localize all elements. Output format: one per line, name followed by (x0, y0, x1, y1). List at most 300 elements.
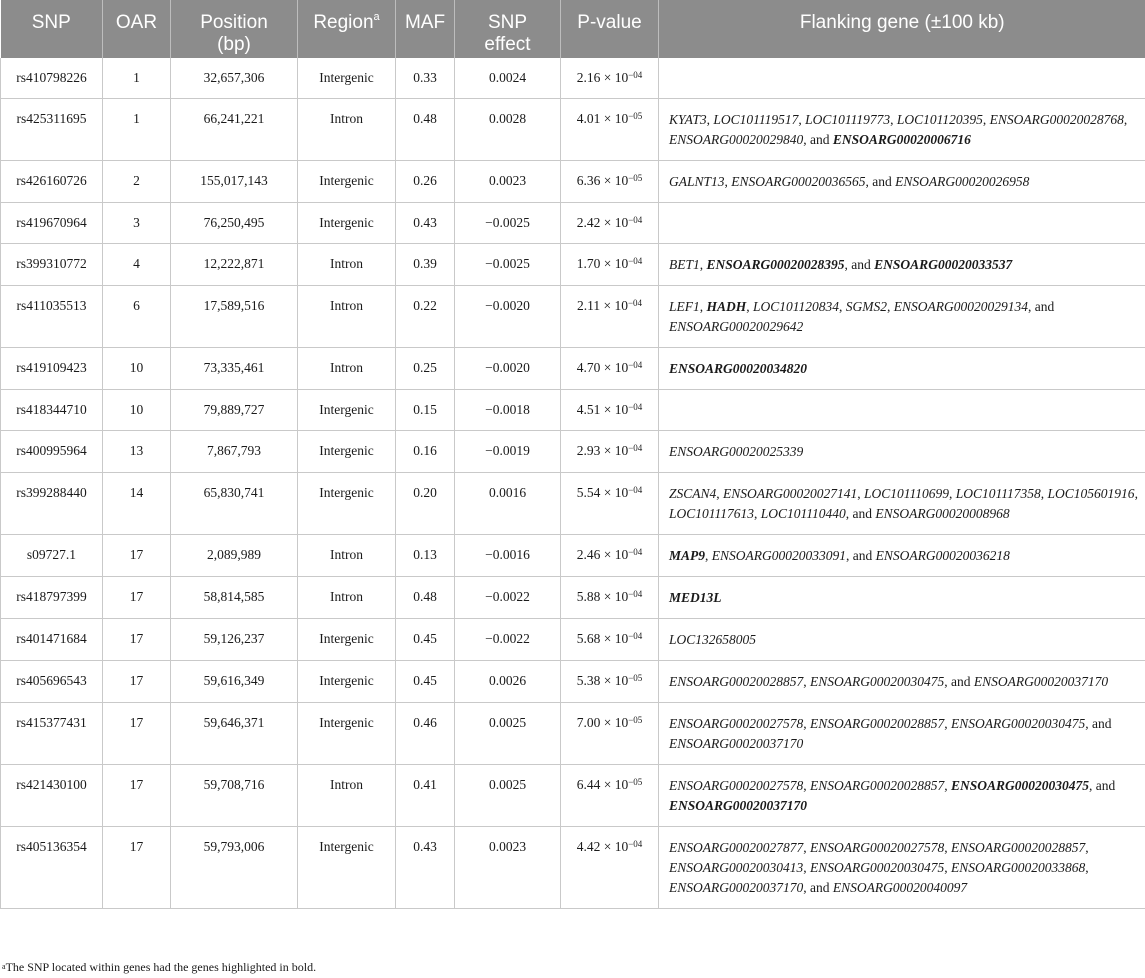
cell-region-value: Intergenic (319, 839, 374, 854)
cell-oar-value: 10 (129, 402, 144, 417)
gene-name: HADH (706, 299, 747, 314)
table-row (1, 661, 1145, 703)
cell-snp-value: rs418344710 (16, 402, 87, 417)
cell-snp-effect (455, 390, 561, 431)
cell-region-value: Intergenic (319, 715, 374, 730)
table-row (1, 473, 1145, 535)
cell-pvalue (561, 348, 659, 390)
gene-name: LOC101110699 (864, 486, 950, 501)
cell-region-value: Intergenic (319, 485, 374, 500)
gene-separator: , (890, 112, 897, 127)
gene-separator: , (1040, 486, 1048, 501)
cell-oar-value: 1 (133, 70, 140, 85)
cell-position (171, 244, 298, 286)
cell-snp-value: rs418797399 (16, 589, 87, 604)
gene-separator: , (1123, 112, 1128, 127)
cell-region-value: Intron (330, 777, 363, 792)
cell-oar-value: 17 (129, 631, 144, 646)
cell-snp-value: rs419109423 (16, 360, 87, 375)
cell-pvalue (561, 827, 659, 909)
gene-name: ENSOARG00020027578 (669, 778, 804, 793)
cell-snp-effect (455, 473, 561, 535)
gene-name: LOC101119773 (805, 112, 891, 127)
cell-oar (103, 390, 171, 431)
gene-separator: , (949, 486, 956, 501)
cell-maf-value: 0.22 (413, 298, 437, 313)
gene-name: LOC105601916 (1047, 486, 1135, 501)
cell-pvalue (561, 661, 659, 703)
cell-oar (103, 431, 171, 473)
pvalue-mantissa: 2.93 (576, 443, 601, 458)
cell-oar-value: 17 (129, 777, 144, 792)
cell-flanking-genes (659, 99, 1145, 161)
table-body (1, 58, 1145, 909)
cell-flanking-genes (659, 431, 1145, 473)
pvalue-mantissa: 4.42 (576, 839, 601, 854)
cell-position-value: 59,646,371 (203, 715, 265, 730)
cell-oar-value: 1 (133, 111, 140, 126)
header-effect-label-line1: SNP (487, 12, 528, 33)
pvalue-times-ten: × 10 (603, 485, 629, 500)
footnote-marker: a (2, 962, 6, 971)
cell-maf-value: 0.43 (413, 215, 437, 230)
pvalue-exponent: −04 (628, 839, 643, 849)
cell-position-value: 7,867,793 (207, 443, 261, 458)
cell-oar (103, 58, 171, 99)
gene-separator: , and (846, 548, 876, 563)
pvalue-exponent: −05 (628, 673, 643, 683)
cell-snp-effect (455, 619, 561, 661)
gene-name: ENSOARG00020027578 (810, 840, 945, 855)
pvalue-mantissa: 6.36 (576, 173, 601, 188)
table-row (1, 827, 1145, 909)
cell-oar (103, 203, 171, 244)
pvalue-times-ten: × 10 (603, 547, 629, 562)
gene-separator: , (944, 860, 951, 875)
gene-name: ENSOARG00020027877 (669, 840, 804, 855)
cell-pvalue (561, 703, 659, 765)
header-pvalue-label: P-value (577, 12, 642, 33)
cell-snp-effect-value: −0.0022 (485, 589, 530, 604)
cell-snp (1, 577, 103, 619)
header-position-label: Position (200, 12, 268, 33)
cell-oar (103, 473, 171, 535)
gene-name: BET1 (669, 257, 700, 272)
cell-region-value: Intergenic (319, 402, 374, 417)
cell-pvalue (561, 244, 659, 286)
cell-maf (396, 431, 455, 473)
gene-separator: , and (803, 132, 833, 147)
cell-position-value: 66,241,221 (203, 111, 265, 126)
table-row (1, 286, 1145, 348)
gene-name: LOC132658005 (669, 632, 757, 647)
table-row (1, 765, 1145, 827)
pvalue-mantissa: 7.00 (576, 715, 601, 730)
cell-maf (396, 348, 455, 390)
cell-snp-value: rs410798226 (16, 70, 87, 85)
cell-snp-value: rs399288440 (16, 485, 87, 500)
gene-name: LOC101120395 (896, 112, 983, 127)
cell-snp-effect-value: 0.0016 (488, 485, 527, 500)
table-row (1, 390, 1145, 431)
cell-oar-value: 17 (129, 589, 144, 604)
gene-separator: , (1085, 860, 1089, 875)
table-row (1, 244, 1145, 286)
cell-position (171, 473, 298, 535)
gene-name: ENSOARG00020028395 (706, 257, 845, 272)
cell-flanking-genes (659, 473, 1145, 535)
cell-region-value: Intergenic (319, 631, 374, 646)
header-snp (1, 0, 103, 58)
cell-region-value: Intron (330, 256, 363, 271)
cell-flanking-genes (659, 58, 1145, 99)
table-row (1, 703, 1145, 765)
cell-oar-value: 17 (129, 839, 144, 854)
cell-snp-effect (455, 703, 561, 765)
cell-snp-effect (455, 577, 561, 619)
cell-region (298, 473, 396, 535)
gene-separator: , and (1089, 778, 1116, 793)
header-pvalue (561, 0, 659, 58)
cell-maf (396, 765, 455, 827)
cell-region-value: Intron (330, 547, 363, 562)
cell-flanking-genes (659, 161, 1145, 203)
cell-snp-effect-value: 0.0025 (488, 715, 527, 730)
cell-pvalue (561, 473, 659, 535)
cell-pvalue (561, 286, 659, 348)
cell-position (171, 286, 298, 348)
cell-snp-effect (455, 244, 561, 286)
cell-position (171, 390, 298, 431)
cell-snp (1, 473, 103, 535)
cell-snp-value: rs419670964 (16, 215, 87, 230)
cell-pvalue (561, 390, 659, 431)
cell-position-value: 32,657,306 (203, 70, 265, 85)
cell-oar-value: 3 (133, 215, 140, 230)
gene-separator: , (887, 299, 894, 314)
cell-position-value: 59,708,716 (203, 777, 265, 792)
cell-region (298, 161, 396, 203)
cell-snp-effect (455, 348, 561, 390)
cell-snp (1, 161, 103, 203)
table-row (1, 619, 1145, 661)
cell-oar-value: 14 (129, 485, 144, 500)
header-oar (103, 0, 171, 58)
cell-region-value: Intergenic (319, 215, 374, 230)
gene-name: ENSOARG00020028768 (989, 112, 1124, 127)
cell-snp-effect (455, 99, 561, 161)
header-maf-label: MAF (404, 12, 446, 33)
cell-region (298, 535, 396, 577)
gene-name: MAP9 (669, 548, 706, 563)
table-row (1, 577, 1145, 619)
cell-oar-value: 4 (133, 256, 140, 271)
cell-position-value: 59,793,006 (203, 839, 265, 854)
cell-snp-value: rs405136354 (16, 839, 87, 854)
gene-name: LOC101119517 (713, 112, 799, 127)
cell-region (298, 244, 396, 286)
cell-region (298, 431, 396, 473)
cell-snp-effect-value: −0.0020 (485, 360, 530, 375)
cell-maf-value: 0.20 (413, 485, 437, 500)
cell-pvalue (561, 431, 659, 473)
cell-flanking-genes (659, 661, 1145, 703)
cell-flanking-genes (659, 619, 1145, 661)
cell-position (171, 619, 298, 661)
pvalue-mantissa: 4.70 (576, 360, 601, 375)
cell-pvalue (561, 765, 659, 827)
gene-separator: , (699, 257, 707, 272)
gene-name: ENSOARG00020037170 (669, 736, 804, 751)
pvalue-mantissa: 1.70 (576, 256, 601, 271)
cell-region (298, 58, 396, 99)
cell-oar-value: 17 (129, 673, 144, 688)
pvalue-mantissa: 5.88 (576, 589, 601, 604)
gene-name: ENSOARG00020028857 (810, 716, 945, 731)
cell-snp-value: rs421430100 (16, 777, 87, 792)
gene-separator: , (857, 486, 865, 501)
cell-pvalue (561, 535, 659, 577)
cell-snp (1, 431, 103, 473)
header-region-footnote-marker: a (373, 11, 380, 23)
cell-snp-value: rs401471684 (16, 631, 87, 646)
table-row (1, 535, 1145, 577)
cell-region (298, 577, 396, 619)
cell-maf (396, 535, 455, 577)
cell-snp-effect (455, 161, 561, 203)
cell-maf-value: 0.48 (413, 589, 437, 604)
cell-region-value: Intergenic (319, 173, 374, 188)
cell-position-value: 155,017,143 (200, 173, 268, 188)
gene-separator: , (839, 299, 846, 314)
gene-separator: , (803, 674, 810, 689)
cell-snp (1, 661, 103, 703)
gene-separator: , and (803, 880, 833, 895)
gene-separator: , (803, 860, 810, 875)
header-snp-label: SNP (31, 12, 71, 33)
pvalue-mantissa: 5.68 (576, 631, 601, 646)
cell-region-value: Intergenic (319, 443, 374, 458)
cell-region-value: Intron (330, 111, 363, 126)
pvalue-times-ten: × 10 (603, 70, 629, 85)
cell-maf-value: 0.48 (413, 111, 437, 126)
gene-name: ENSOARG00020027578 (669, 716, 804, 731)
gene-separator: , (944, 778, 951, 793)
cell-maf (396, 99, 455, 161)
pvalue-exponent: −04 (627, 298, 643, 308)
cell-snp (1, 619, 103, 661)
cell-maf-value: 0.45 (413, 631, 437, 646)
gene-separator: , (798, 112, 806, 127)
gene-separator: , and (844, 257, 875, 272)
header-flanking-gene (659, 0, 1145, 58)
gene-name: ENSOARG00020030475 (810, 674, 945, 689)
gene-separator: , and (1085, 716, 1112, 731)
cell-oar-value: 10 (129, 360, 144, 375)
pvalue-times-ten: × 10 (603, 402, 629, 417)
gene-name: MED13L (669, 590, 722, 605)
cell-maf (396, 286, 455, 348)
gene-name: ENSOARG00020030413 (669, 860, 804, 875)
cell-pvalue (561, 161, 659, 203)
cell-region (298, 286, 396, 348)
cell-snp-effect-value: −0.0019 (485, 443, 530, 458)
gene-name: ENSOARG00020025339 (669, 444, 804, 459)
pvalue-exponent: −04 (628, 256, 643, 266)
cell-position (171, 765, 298, 827)
cell-oar (103, 286, 171, 348)
pvalue-exponent: −04 (628, 360, 643, 370)
cell-region (298, 203, 396, 244)
cell-oar (103, 765, 171, 827)
cell-region (298, 99, 396, 161)
pvalue-times-ten: × 10 (603, 631, 629, 646)
cell-flanking-genes (659, 703, 1145, 765)
gene-name: ENSOARG00020030475 (951, 778, 1090, 793)
pvalue-exponent: −04 (628, 547, 643, 557)
cell-snp-effect (455, 827, 561, 909)
cell-oar (103, 244, 171, 286)
gene-name: ENSOARG00020033537 (874, 257, 1013, 272)
header-maf (396, 0, 455, 58)
cell-maf-value: 0.25 (413, 360, 437, 375)
pvalue-mantissa: 5.38 (576, 673, 601, 688)
cell-position (171, 577, 298, 619)
cell-region-value: Intergenic (319, 673, 374, 688)
gene-separator: , (1134, 486, 1138, 501)
cell-maf (396, 619, 455, 661)
cell-snp-effect-value: −0.0025 (485, 256, 530, 271)
pvalue-times-ten: × 10 (603, 360, 629, 375)
pvalue-times-ten: × 10 (603, 443, 629, 458)
gene-name: LOC101117358 (955, 486, 1041, 501)
cell-snp-effect (455, 203, 561, 244)
gene-name: ENSOARG00020037170 (669, 798, 808, 813)
gene-separator: , (716, 486, 724, 501)
cell-snp-effect-value: −0.0016 (485, 547, 530, 562)
footnote-text: The SNP located within genes had the genes highlighted in bold. (5, 960, 317, 974)
cell-flanking-genes (659, 286, 1145, 348)
cell-region-value: Intron (330, 298, 363, 313)
gene-name: ENSOARG00020026958 (895, 174, 1030, 189)
pvalue-mantissa: 4.01 (576, 111, 601, 126)
gene-name: ENSOARG00020037170 (973, 674, 1109, 689)
cell-oar (103, 99, 171, 161)
gene-name: ENSOARG00020027141 (723, 486, 858, 501)
cell-snp (1, 286, 103, 348)
cell-maf-value: 0.39 (413, 256, 437, 271)
gene-separator: , and (944, 674, 974, 689)
table-row (1, 58, 1145, 99)
table-row (1, 203, 1145, 244)
cell-region (298, 390, 396, 431)
cell-maf (396, 161, 455, 203)
gene-name: ENSOARG00020036218 (875, 548, 1010, 563)
cell-oar (103, 577, 171, 619)
cell-snp-effect (455, 286, 561, 348)
gene-separator: , (803, 778, 810, 793)
cell-position-value: 59,126,237 (203, 631, 265, 646)
cell-position-value: 76,250,495 (203, 215, 265, 230)
cell-snp-effect-value: 0.0028 (488, 111, 527, 126)
pvalue-times-ten: × 10 (603, 256, 629, 271)
header-position (171, 0, 298, 58)
cell-oar (103, 348, 171, 390)
gene-separator: , (705, 548, 712, 563)
gene-name: ENSOARG00020029642 (669, 319, 804, 334)
cell-oar (103, 161, 171, 203)
header-row (1, 0, 1145, 58)
header-region-label: Region (313, 12, 374, 33)
cell-pvalue (561, 619, 659, 661)
cell-flanking-genes (659, 244, 1145, 286)
gene-separator: , (724, 174, 732, 189)
pvalue-exponent: −04 (628, 631, 643, 641)
header-flanking-label: Flanking gene (±100 kb) (799, 12, 1005, 33)
gene-name: LOC101117613 (669, 506, 755, 521)
pvalue-exponent: −04 (628, 485, 643, 495)
cell-snp (1, 203, 103, 244)
pvalue-times-ten: × 10 (603, 589, 629, 604)
gene-name: ENSOARG00020029134 (893, 299, 1029, 314)
cell-position-value: 12,222,871 (203, 256, 265, 271)
cell-position (171, 161, 298, 203)
pvalue-times-ten: × 10 (603, 298, 628, 313)
pvalue-exponent: −04 (628, 215, 643, 225)
gene-name: ENSOARG00020028857 (951, 840, 1086, 855)
cell-snp-value: rs426160726 (16, 173, 87, 188)
cell-maf (396, 577, 455, 619)
cell-oar-value: 2 (133, 173, 140, 188)
cell-position (171, 431, 298, 473)
cell-snp-value: rs425311695 (16, 111, 87, 126)
pvalue-exponent: −05 (628, 173, 643, 183)
cell-snp-effect (455, 661, 561, 703)
cell-pvalue (561, 203, 659, 244)
gene-name: LOC101110440 (760, 506, 846, 521)
gene-name: ENSOARG00020008968 (875, 506, 1010, 521)
cell-maf (396, 473, 455, 535)
header-region (298, 0, 396, 58)
cell-position-value: 58,814,585 (203, 589, 265, 604)
gene-name: ENSOARG00020036565 (731, 174, 866, 189)
cell-maf (396, 390, 455, 431)
cell-position (171, 99, 298, 161)
cell-oar (103, 661, 171, 703)
cell-snp-effect-value: −0.0018 (485, 402, 530, 417)
gene-name: ENSOARG00020033868 (951, 860, 1086, 875)
cell-snp-value: s09727.1 (26, 547, 77, 562)
cell-position-value: 79,889,727 (203, 402, 265, 417)
cell-position-value: 17,589,516 (203, 298, 265, 313)
gene-name: ENSOARG00020028857 (810, 778, 945, 793)
cell-flanking-genes (659, 765, 1145, 827)
gene-separator: , (944, 716, 951, 731)
gene-name: ENSOARG00020033091 (711, 548, 847, 563)
cell-position (171, 203, 298, 244)
pvalue-exponent: −04 (628, 70, 643, 80)
gene-separator: , and (845, 506, 876, 521)
gene-name: SGMS2 (845, 299, 888, 314)
pvalue-exponent: −04 (628, 589, 643, 599)
cell-flanking-genes (659, 827, 1145, 909)
cell-snp (1, 348, 103, 390)
cell-maf (396, 203, 455, 244)
cell-snp-effect-value: −0.0020 (485, 298, 530, 313)
cell-snp-effect-value: 0.0026 (488, 673, 527, 688)
cell-region (298, 661, 396, 703)
cell-position (171, 535, 298, 577)
